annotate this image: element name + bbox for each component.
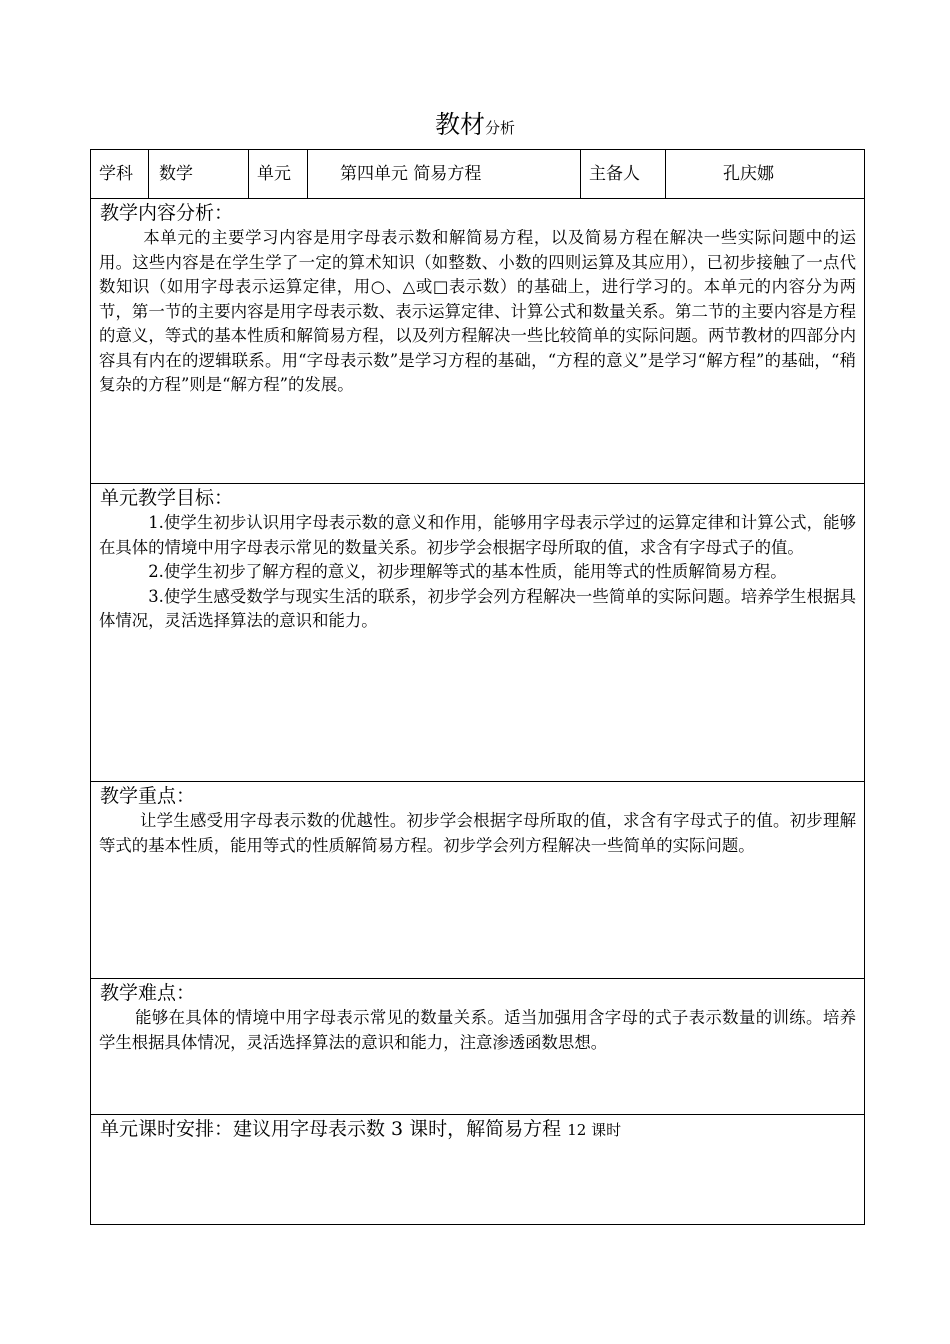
header-divider <box>148 150 149 198</box>
objectives-section <box>90 483 865 782</box>
unit-label: 单元 <box>257 164 291 184</box>
subject-value: 数学 <box>159 164 193 184</box>
key-points-text: 让学生感受用字母表示数的优越性。初步学会根据字母所取的值，求含有字母式子的值。初步理解等式的基本性质，能用等式的性质解简易方程。初步学会列方程解决一些简单的实际问题。 <box>99 811 856 855</box>
unit-value: 第四单元 简易方程 <box>340 164 482 184</box>
difficulties-text: 能够在具体的情境中用字母表示常见的数量关系。适当加强用含字母的式子表示数量的训练。培养学生根据具体情况，灵活选择算法的意识和能力，注意渗透函数思想。 <box>99 1008 856 1052</box>
preparer-value: 孔庆娜 <box>723 164 774 184</box>
title-suffix: 分析 <box>485 119 516 137</box>
objective-item: 1.使学生初步认识用字母表示数的意义和作用，能够用字母表示学过的运算定律和计算公式，能够在具体的情境中用字母表示常见的数量关系。初步学会根据字母所取的值，求含有字母式子的值。 <box>99 513 856 557</box>
subject-label: 学科 <box>99 164 133 184</box>
preparer-label: 主备人 <box>589 164 640 184</box>
header-divider <box>665 150 666 198</box>
schedule-section <box>90 1114 865 1225</box>
header-divider <box>307 150 308 198</box>
objectives-heading: 单元教学目标： <box>100 487 234 509</box>
page-title <box>0 108 950 145</box>
objectives-body <box>99 511 856 634</box>
key-points-section <box>90 781 865 979</box>
header-divider <box>580 150 581 198</box>
title-main: 教材 <box>434 110 485 139</box>
difficulties-body <box>99 1006 856 1055</box>
header-divider <box>248 150 249 198</box>
key-points-body <box>99 809 856 858</box>
schedule-text: 单元课时安排：建议用字母表示数 3 课时，解简易方程 <box>100 1118 568 1140</box>
objective-item: 3.使学生感受数学与现实生活的联系，初步学会列方程解决一些简单的实际问题。培养学生根据具体情况，灵活选择算法的意识和能力。 <box>99 586 856 630</box>
content-analysis-section <box>90 198 865 484</box>
content-analysis-body <box>99 226 856 398</box>
schedule-line <box>100 1116 621 1143</box>
content-analysis-text: 本单元的主要学习内容是用字母表示数和解简易方程，以及简易方程在解决一些实际问题中的运用。这些内容是在学生学了一定的算术知识（如整数、小数的四则运算及其应用），已初步接触了一点代数知识（如用字母表示运算定律，用○、△或□表示数）的基础上，进行学习的。本单元的内容分为两节，第一节的主要内容是用字母表示数、表示运算定律、计算公式和数量关系。第二节的主要内容是方程的意义，等式的基本性质和解简易方程，以及列方程解决一些比较简单的实际问题。两节教材的四部分内容具有内在的逻辑联系。用“字母表示数”是学习方程的基础，“方程的意义”是学习“解方程”的基础，“稍复杂的方程”则是“解方程”的发展。 <box>99 228 856 394</box>
schedule-hours: 12 课时 <box>567 1121 622 1139</box>
key-points-heading: 教学重点： <box>100 785 196 807</box>
header-row <box>90 149 865 199</box>
content-analysis-heading: 教学内容分析： <box>100 202 234 224</box>
difficulties-heading: 教学难点： <box>100 982 196 1004</box>
difficulties-section <box>90 978 865 1115</box>
objective-item: 2.使学生初步了解方程的意义，初步理解等式的基本性质，能用等式的性质解简易方程。 <box>148 562 787 581</box>
